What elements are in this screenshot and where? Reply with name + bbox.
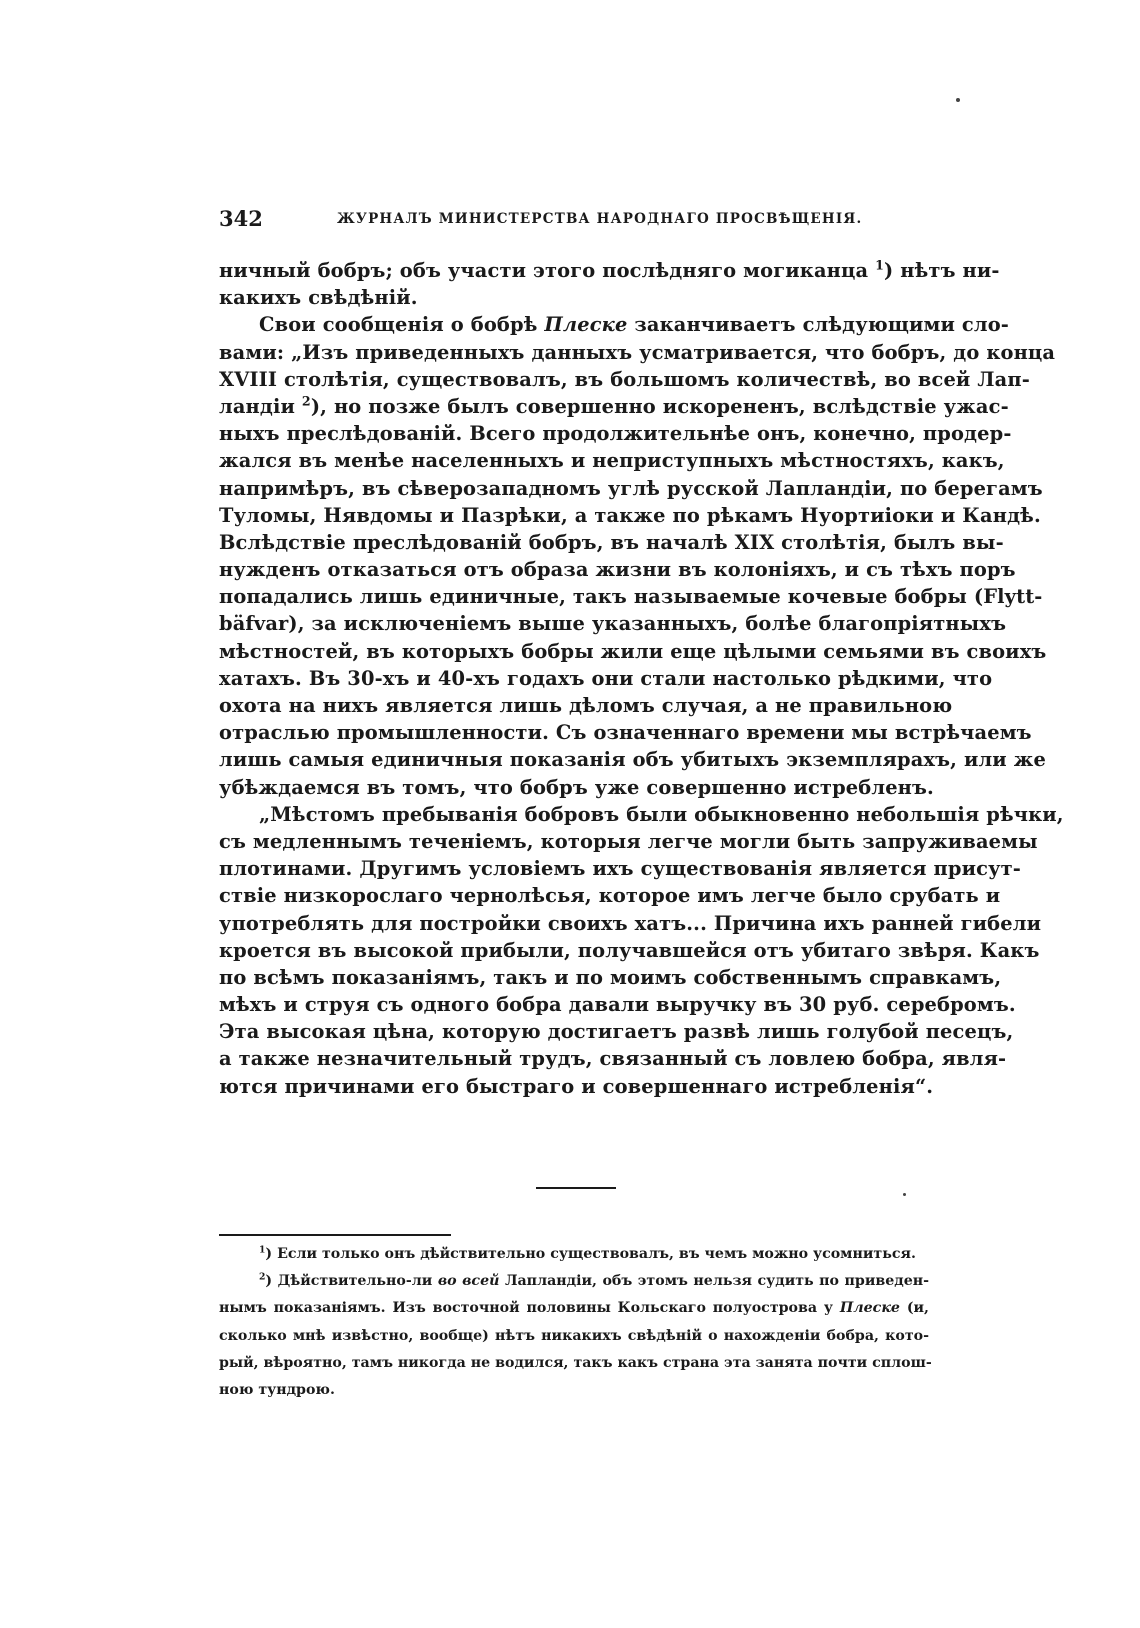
text-line: по всѣмъ показаніямъ, такъ и по моимъ собственнымъ справкамъ,	[219, 965, 1002, 989]
text-line: хатахъ. Въ 30-хъ и 40-хъ годахъ они стали настолько рѣдкими, что	[219, 666, 993, 690]
text-line: Вслѣдствіе преслѣдованій бобръ, въ началѣ XIX столѣтія, былъ вы-	[219, 530, 1004, 554]
text-line: Эта высокая цѣна, которую достигаетъ развѣ лишь голубой песецъ,	[219, 1020, 1014, 1044]
footnote-ref: 1	[875, 257, 885, 273]
text-line: мѣхъ и струя съ одного бобра давали выручку въ 30 руб. серебромъ.	[219, 993, 1016, 1017]
print-speck	[956, 98, 960, 102]
text-line: bäfvar), за исключеніемъ выше указанныхъ, болѣе благопріятныхъ	[219, 612, 1007, 636]
text-line: убѣждаемся въ томъ, что бобръ уже совершенно истребленъ.	[219, 775, 934, 799]
print-speck	[903, 1193, 906, 1196]
body-text	[219, 257, 1064, 1100]
text-line: какихъ свѣдѣній.	[219, 286, 418, 310]
text-line: ничный бобръ; объ участи этого послѣдняго могиканца $^1$) нѣтъ ни-	[219, 257, 1000, 282]
text-line: охота на нихъ является лишь дѣломъ случая, а не правильною	[219, 694, 953, 717]
text-line: лишь самыя единичныя показанія объ убитыхъ экземплярахъ, или же	[219, 748, 1046, 772]
footnote-1: $^1$) Если только онъ дѣйствительно существовалъ, въ чемъ можно усомниться.	[259, 1244, 916, 1262]
text-line: напримѣръ, въ сѣверозападномъ углѣ русской Лапландіи, по берегамъ	[219, 476, 1043, 500]
text-line: употреблять для постройки своихъ хатъ... Причина ихъ ранней гибели	[219, 911, 1042, 935]
author-name: Плеске	[544, 313, 628, 337]
footnote-2: $^2$) Дѣйствительно-ли во всей Лапландіи, объ этомъ нельзя судить по приведен-	[259, 1271, 929, 1290]
text-line: попадались лишь единичные, такъ называемые кочевые бобры (Flytt-	[219, 585, 1043, 609]
text-line: ландіи $^2$), но позже былъ совершенно искорененъ, вслѣдствіе ужас-	[219, 393, 1009, 418]
text-line: мѣстностей, въ которыхъ бобры жили еще цѣлыми семьями въ своихъ	[219, 639, 1047, 663]
text-line: вами: „Изъ приведенныхъ данныхъ усматривается, что бобръ, до конца	[219, 340, 1056, 364]
footnote-line: рый, вѣроятно, тамъ никогда не водился, такъ какъ страна эта занята почти сплош-	[219, 1354, 932, 1371]
text-line: плотинами. Другимъ условіемъ ихъ существованія является присут-	[219, 857, 1021, 881]
footnote-line: ною тундрою.	[219, 1381, 335, 1398]
footnote-divider	[219, 1234, 451, 1236]
text-line: „Мѣстомъ пребыванія бобровъ были обыкновенно небольшія рѣчки,	[259, 802, 1064, 826]
page-header	[219, 206, 919, 236]
running-title: ЖУРНАЛЪ МИНИСТЕРСТВА НАРОДНАГО ПРОСВѢЩЕНІЯ.	[337, 211, 863, 227]
text-line: ствіе низкорослаго чернолѣсья, которое имъ легче было срубать и	[219, 884, 1001, 908]
text-line: съ медленнымъ теченіемъ, которыя легче могли быть запруживаемы	[219, 829, 1038, 853]
footnote-line: нымъ показаніямъ. Изъ восточной половины Кольскаго полуострова у Плеске (и,	[219, 1300, 929, 1317]
text-line: ныхъ преслѣдованій. Всего продолжительнѣе онъ, конечно, продер-	[219, 422, 1012, 446]
footnote-line: сколько мнѣ извѣстно, вообще) нѣтъ никакихъ свѣдѣній о нахожденіи бобра, кото-	[219, 1327, 929, 1344]
page-number: 342	[219, 206, 263, 231]
text-line: Туломы, Нявдомы и Пазрѣки, а также по рѣкамъ Нуортиіоки и Кандѣ.	[219, 503, 1041, 527]
text-line: нужденъ отказаться отъ образа жизни въ колоніяхъ, и съ тѣхъ поръ	[219, 558, 1016, 582]
text-line: отраслью промышленности. Съ означеннаго времени мы встрѣчаемъ	[219, 721, 1032, 745]
text-line: Свои сообщенія о бобрѣ Плеске заканчиваетъ слѣдующими сло-	[259, 313, 1009, 337]
footnote-ref: 2	[301, 393, 311, 409]
text-line: кроется въ высокой прибыли, получавшейся отъ убитаго звѣря. Какъ	[219, 938, 1040, 962]
section-divider	[536, 1187, 616, 1189]
footnotes	[219, 1243, 932, 1406]
text-line: XVIII столѣтія, существовалъ, въ большомъ количествѣ, во всей Лап-	[219, 367, 1030, 391]
text-line: а также незначительный трудъ, связанный съ ловлею бобра, явля-	[219, 1047, 1007, 1071]
text-line: жался въ менѣе населенныхъ и неприступныхъ мѣстностяхъ, какъ,	[219, 449, 1005, 473]
text-line: ются причинами его быстраго и совершеннаго истребленія“.	[219, 1074, 934, 1098]
